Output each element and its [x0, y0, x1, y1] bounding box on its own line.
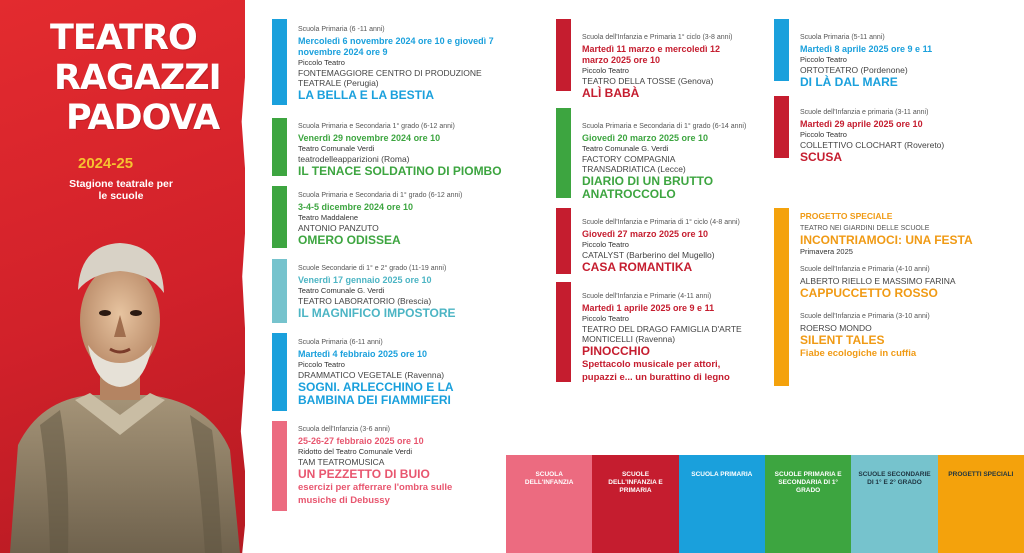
event-venue: Piccolo Teatro: [298, 360, 345, 369]
event-category: Scuola Primaria e Secondaria 1° grado (6-12 anni): [298, 123, 455, 130]
event-venue: Teatro Comunale G. Verdi: [582, 144, 669, 153]
event-company: COLLETTIVO CLOCHART (Rovereto): [800, 140, 945, 150]
event-title: ALÌ BABÀ: [582, 86, 640, 100]
event-company: CATALYST (Barberino del Mugello): [582, 250, 715, 260]
event-omero-odissea: [272, 186, 512, 252]
event-category: Scuole dell'Infanzia e Primarie (4-11 anni): [582, 293, 712, 300]
event-venue: Piccolo Teatro: [800, 130, 847, 139]
event-company: FONTEMAGGIORE CENTRO DI PRODUZIONE TEATRALE (Perugia): [298, 68, 482, 88]
event-venue: Piccolo Teatro: [582, 66, 629, 75]
event-il-tenace-soldatino: [272, 118, 512, 180]
special-heading: PROGETTO SPECIALE: [800, 211, 893, 221]
event-company: TEATRO DELLA TOSSE (Genova): [582, 76, 714, 86]
special-item3-title: SILENT TALES: [800, 333, 885, 347]
category-bar-infanzia-primaria: [774, 96, 789, 158]
event-la-bella-e-la-bestia: [272, 19, 512, 111]
logo-line-2: RAGAZZI: [54, 58, 221, 98]
legend-infanzia: SCUOLA DELL'INFANZIA: [506, 455, 592, 553]
special-item2-company: ALBERTO RIELLO E MASSIMO FARINA: [800, 276, 956, 286]
event-title: IL MAGNIFICO IMPOSTORE: [298, 306, 456, 320]
event-diario-brutto-anatroccolo: [556, 108, 766, 203]
event-date: Martedì 11 marzo e mercoledì 12 marzo 2025 ore 10: [582, 44, 721, 65]
event-date: Mercoledì 6 novembre 2024 ore 10 e giovedì 7 novembre 2024 ore 9: [298, 36, 494, 57]
event-company: FACTORY COMPAGNIA TRANSADRIATICA (Lecce): [582, 154, 686, 174]
logo-line-1: TEATRO: [50, 18, 197, 58]
event-title: LA BELLA E LA BESTIA: [298, 88, 434, 102]
event-venue: Teatro Comunale Verdi: [298, 144, 375, 153]
event-casa-romantika: [556, 208, 766, 278]
event-category: Scuola Primaria e Secondaria di 1° grado (6-12 anni): [298, 192, 463, 199]
event-date: Venerdì 17 gennaio 2025 ore 10: [298, 275, 432, 285]
event-company: teatrodelleapparizioni (Roma): [298, 154, 410, 164]
event-scusa: [774, 96, 999, 174]
event-venue: Teatro Maddalene: [298, 213, 359, 222]
event-title: SOGNI. ARLECCHINO E LA BAMBINA DEI FIAMMIFERI: [298, 380, 454, 407]
event-date: Martedì 29 aprile 2025 ore 10: [800, 119, 923, 129]
teatro-ragazzi-padova-logo: [50, 18, 221, 138]
category-bar-primaria-secondaria: [272, 186, 287, 248]
special-date: Primavera 2025: [800, 247, 853, 256]
event-company: ANTONIO PANZUTO: [298, 223, 379, 233]
category-bar-progetti-speciali: [774, 208, 789, 386]
event-category: Scuola dell'Infanzia (3-6 anni): [298, 426, 391, 433]
event-title: IL TENACE SOLDATINO DI PIOMBO: [298, 164, 502, 178]
legend-infanzia-primaria: SCUOLE DELL'INFANZIA E PRIMARIA: [592, 455, 678, 553]
legend-primaria-secondaria: SCUOLE PRIMARIA E SECONDARIA DI 1° GRADO: [765, 455, 851, 553]
category-bar-primaria: [774, 19, 789, 81]
event-venue: Piccolo Teatro: [582, 240, 629, 249]
event-category: Scuola Primaria (6 -11 anni): [298, 26, 385, 33]
event-title: DI LÀ DAL MARE: [800, 75, 898, 89]
category-bar-infanzia: [272, 421, 287, 511]
event-venue: Ridotto del Teatro Comunale Verdi: [298, 447, 413, 456]
event-title: SCUSA: [800, 150, 843, 164]
category-bar-infanzia-primaria: [556, 19, 571, 91]
event-sogni-arlecchino: [272, 333, 512, 415]
event-pinocchio: [556, 282, 766, 392]
event-category: Scuola dell'Infanzia e Primaria 1° ciclo (3-8 anni): [582, 34, 733, 41]
event-date: 3-4-5 dicembre 2024 ore 10: [298, 202, 414, 212]
event-title: CASA ROMANTIKA: [582, 260, 693, 274]
event-venue: Piccolo Teatro: [582, 314, 629, 323]
category-legend: [506, 455, 1024, 553]
special-item3-category: Scuole dell'Infanzia e Primaria (3-10 anni): [800, 313, 930, 320]
special-venue: TEATRO NEI GIARDINI DELLE SCUOLE: [800, 225, 930, 232]
event-category: Scuole dell'Infanzia e primaria (3-11 anni): [800, 109, 929, 116]
event-company: ORTOTEATRO (Pordenone): [800, 65, 908, 75]
puppet-illustration: [0, 235, 245, 553]
logo-line-3: PADOVA: [66, 98, 220, 138]
event-un-pezzetto-di-buio: [272, 421, 512, 516]
category-bar-primaria: [272, 333, 287, 411]
event-date: Venerdì 29 novembre 2024 ore 10: [298, 133, 441, 143]
event-category: Scuole dell'Infanzia e Primaria di 1° ciclo (4-8 anni): [582, 219, 740, 226]
season-year: 2024-25: [78, 155, 134, 172]
special-title: INCONTRIAMOCI: UNA FESTA: [800, 233, 973, 247]
special-item2-title: CAPPUCCETTO ROSSO: [800, 286, 938, 300]
event-company: TEATRO DEL DRAGO FAMIGLIA D'ARTE MONTICELLI (Ravenna): [582, 324, 742, 344]
left-panel: [0, 0, 245, 553]
category-bar-primaria: [272, 19, 287, 105]
season-subtitle: Stagione teatrale per le scuole: [69, 178, 173, 202]
event-date: Giovedì 27 marzo 2025 ore 10: [582, 229, 709, 239]
special-item2-category: Scuole dell'Infanzia e Primaria (4-10 anni): [800, 266, 930, 273]
event-category: Scuola Primaria (5-11 anni): [800, 34, 885, 41]
event-venue: Piccolo Teatro: [800, 55, 847, 64]
event-ali-baba: [556, 19, 766, 100]
category-bar-primaria-secondaria: [556, 108, 571, 198]
category-bar-infanzia-primaria: [556, 282, 571, 382]
category-bar-secondarie: [272, 259, 287, 323]
category-bar-primaria-secondaria: [272, 118, 287, 176]
event-venue: Teatro Comunale G. Verdi: [298, 286, 385, 295]
special-item3-subtitle: Fiabe ecologiche in cuffia: [800, 348, 917, 359]
event-date: Martedì 8 aprile 2025 ore 9 e 11: [800, 44, 933, 54]
legend-primaria: SCUOLA PRIMARIA: [679, 455, 765, 553]
legend-secondarie: SCUOLE SECONDARIE DI 1° E 2° GRADO: [851, 455, 937, 553]
event-date: 25-26-27 febbraio 2025 ore 10: [298, 436, 424, 446]
event-venue: Piccolo Teatro: [298, 58, 345, 67]
special-projects: [774, 208, 1009, 386]
event-company: DRAMMATICO VEGETALE (Ravenna): [298, 370, 445, 380]
event-subtitle: esercizi per afferrare l'ombra sulle musiche di Debussy: [298, 482, 453, 506]
event-company: TAM TEATROMUSICA: [298, 457, 385, 467]
event-date: Martedì 4 febbraio 2025 ore 10: [298, 349, 428, 359]
event-title: DIARIO DI UN BRUTTO ANATROCCOLO: [582, 174, 714, 201]
event-date: Martedì 1 aprile 2025 ore 9 e 11: [582, 303, 715, 313]
event-category: Scuola Primaria e Secondaria di 1° grado (6-14 anni): [582, 123, 747, 130]
category-bar-infanzia-primaria: [556, 208, 571, 274]
event-category: Scuola Primaria (6-11 anni): [298, 339, 383, 346]
special-item3-company: ROERSO MONDO: [800, 323, 872, 333]
event-subtitle: Spettacolo musicale per attori, pupazzi e... un burattino di legno: [582, 359, 730, 383]
event-category: Scuole Secondarie di 1° e 2° grado (11-19 anni): [298, 265, 447, 272]
event-il-magnifico-impostore: [272, 259, 512, 327]
event-di-la-dal-mare: [774, 19, 999, 94]
event-company: TEATRO LABORATORIO (Brescia): [298, 296, 432, 306]
event-title: OMERO ODISSEA: [298, 233, 401, 247]
legend-progetti-speciali: PROGETTI SPECIALI: [938, 455, 1024, 553]
event-title: PINOCCHIO: [582, 344, 651, 358]
event-title: UN PEZZETTO DI BUIO: [298, 467, 430, 481]
event-date: Giovedì 20 marzo 2025 ore 10: [582, 133, 709, 143]
